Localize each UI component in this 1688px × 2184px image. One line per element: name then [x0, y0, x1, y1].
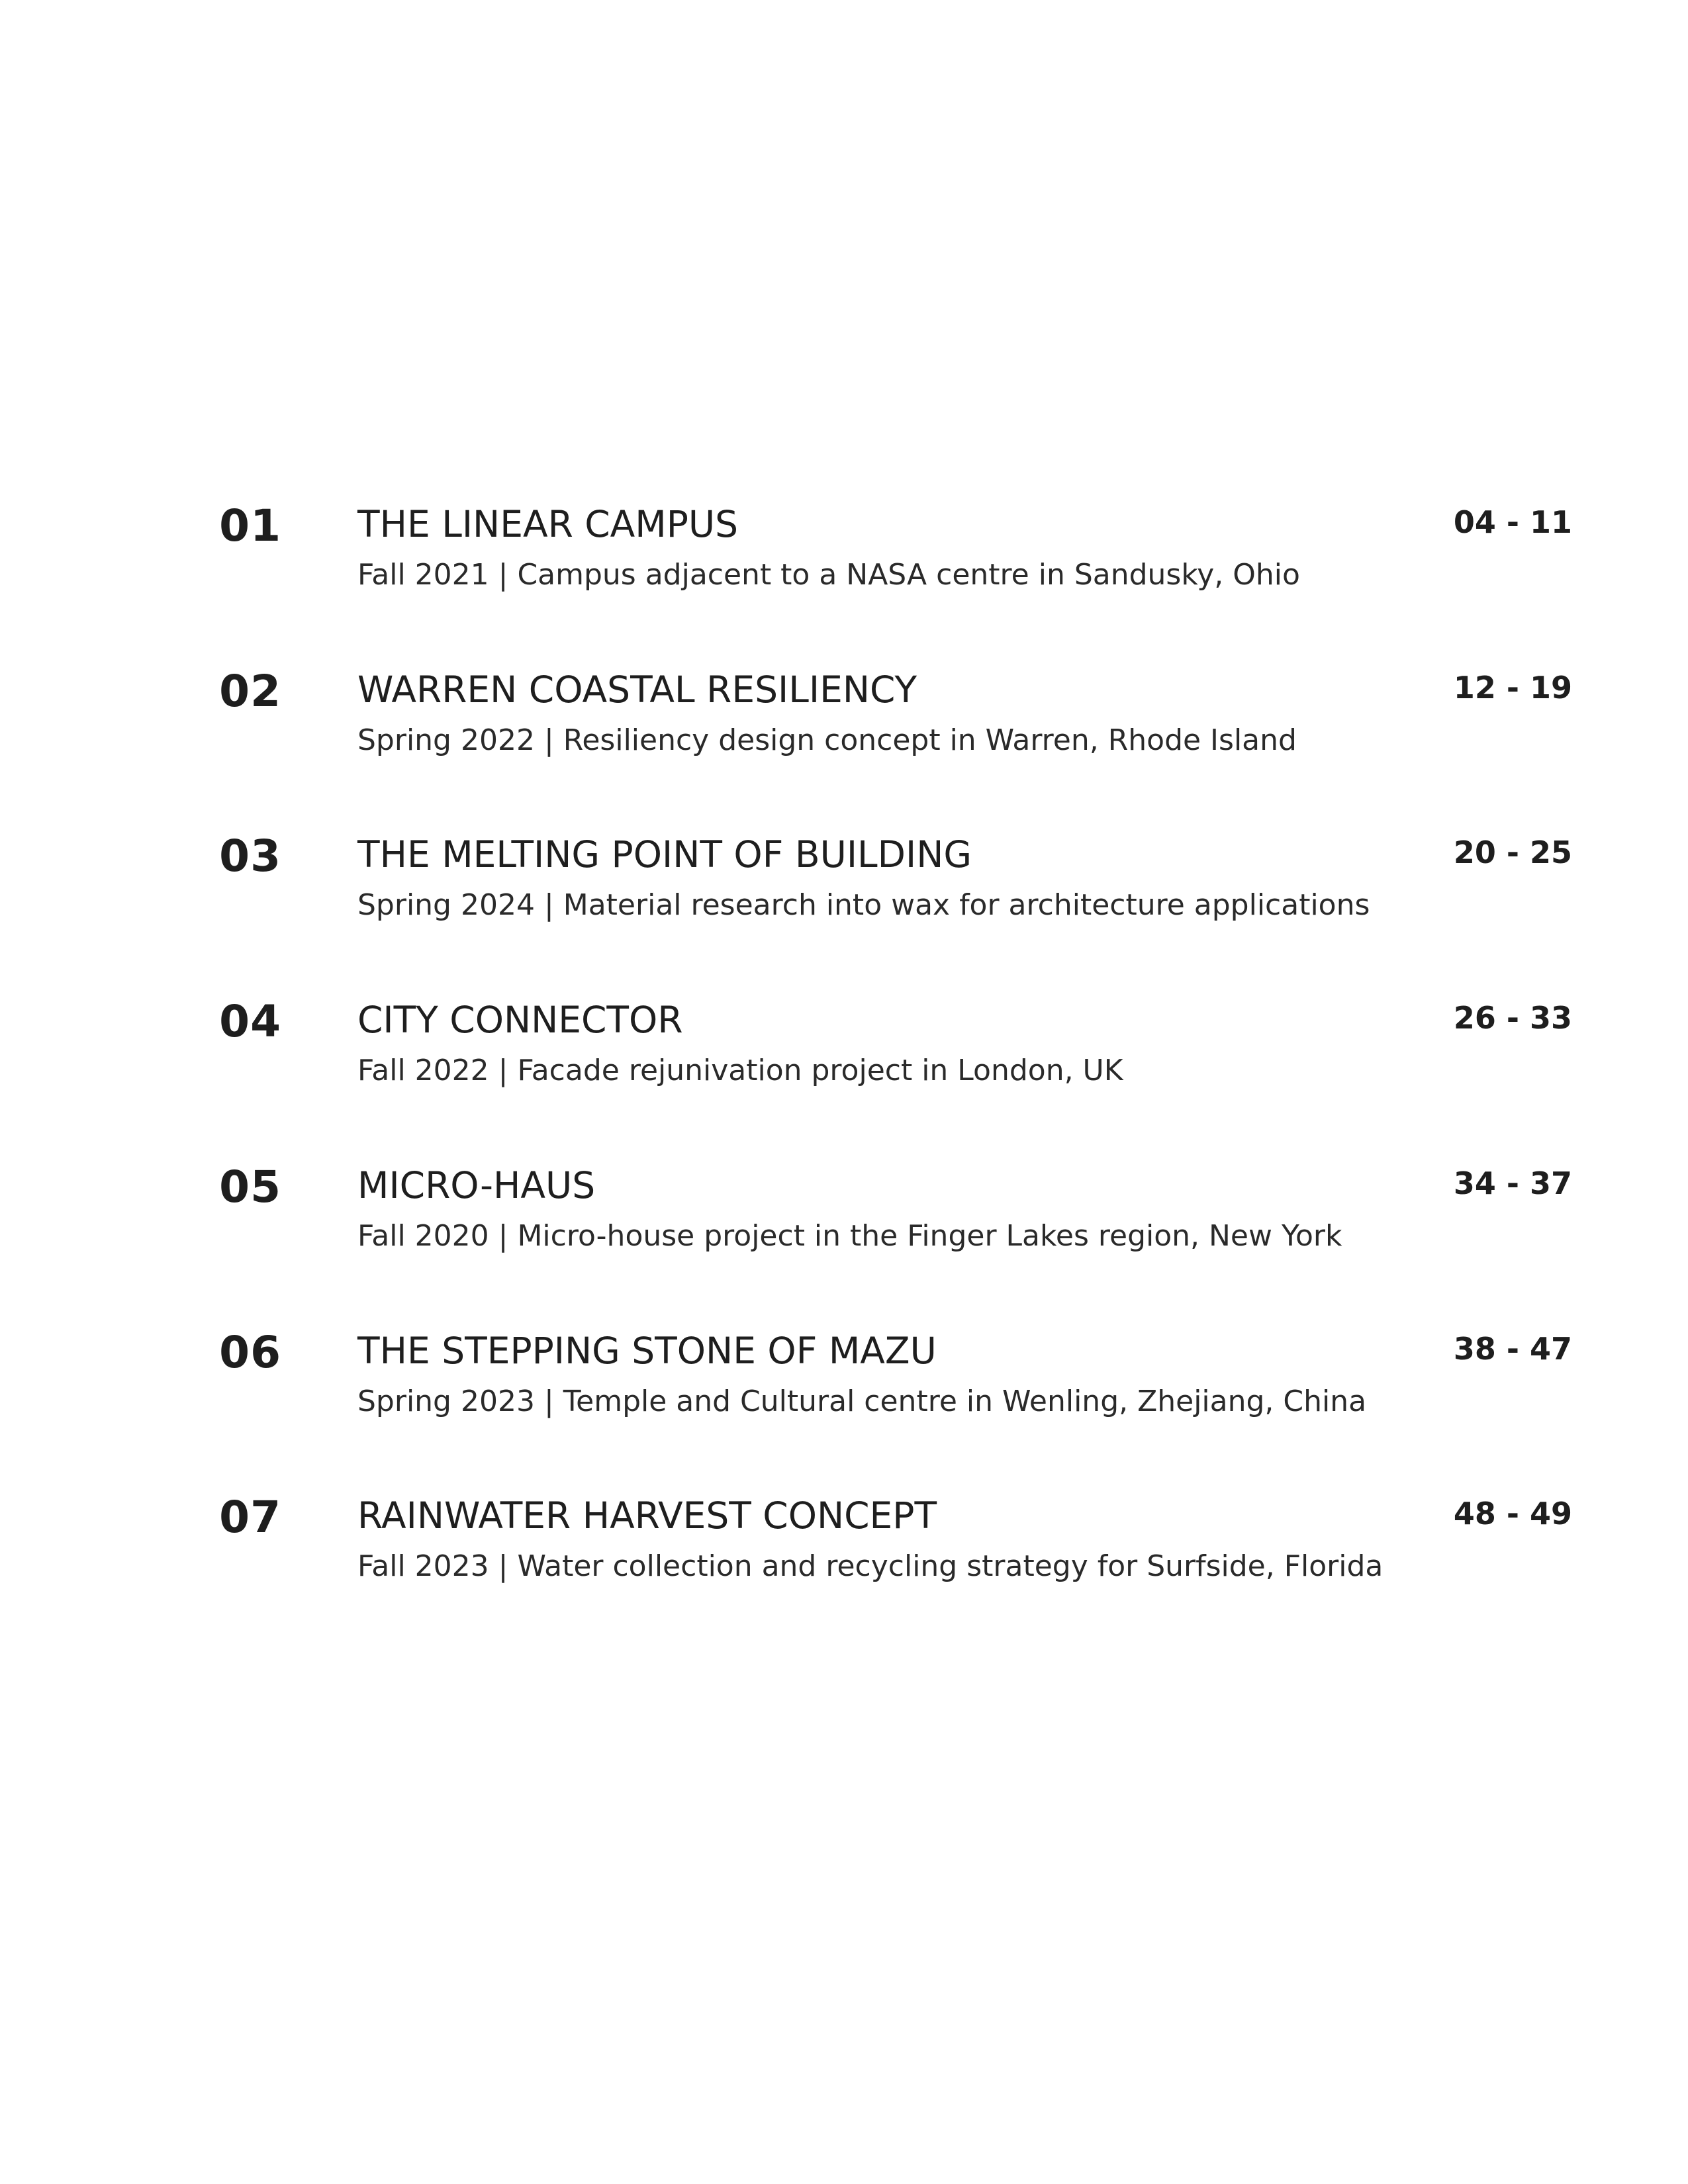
entry-number: 07: [219, 1492, 281, 1543]
toc-entry[interactable]: [0, 1326, 1688, 1459]
entry-title: MICRO-HAUS: [357, 1164, 596, 1206]
entry-subtitle: Spring 2024 | Material research into wax for architecture applications: [357, 888, 1370, 922]
toc-entry[interactable]: [0, 830, 1688, 962]
entry-subtitle: Spring 2022 | Resiliency design concept in Warren, Rhode Island: [357, 723, 1297, 757]
entry-subtitle: Fall 2021 | Campus adjacent to a NASA centre in Sandusky, Ohio: [357, 558, 1300, 592]
entry-subtitle: Fall 2022 | Facade rejunivation project in London, UK: [357, 1054, 1123, 1087]
toc-entry[interactable]: [0, 665, 1688, 797]
entry-page-range: 04 - 11: [1453, 504, 1572, 540]
entry-page-range: 48 - 49: [1453, 1496, 1572, 1531]
entry-page-range: 20 - 25: [1453, 835, 1572, 870]
entry-subtitle: Spring 2023 | Temple and Cultural centre in Wenling, Zhejiang, China: [357, 1385, 1367, 1418]
entry-page-range: 34 - 37: [1453, 1165, 1572, 1201]
entry-subtitle: Fall 2020 | Micro-house project in the Finger Lakes region, New York: [357, 1219, 1342, 1253]
entry-title: THE LINEAR CAMPUS: [357, 503, 739, 545]
toc-entry[interactable]: [0, 995, 1688, 1128]
entry-title: THE MELTING POINT OF BUILDING: [357, 833, 972, 876]
entry-page-range: 26 - 33: [1453, 1000, 1572, 1036]
entry-number: 02: [219, 666, 281, 717]
entry-page-range: 38 - 47: [1453, 1331, 1572, 1367]
entry-number: 06: [219, 1327, 281, 1378]
entry-title: THE STEPPING STONE OF MAZU: [357, 1330, 937, 1372]
entry-page-range: 12 - 19: [1453, 670, 1572, 705]
entry-number: 05: [219, 1161, 281, 1212]
entry-number: 04: [219, 996, 281, 1047]
toc-entry[interactable]: [0, 1161, 1688, 1293]
entry-title: RAINWATER HARVEST CONCEPT: [357, 1494, 937, 1537]
entry-title: WARREN COASTAL RESILIENCY: [357, 668, 917, 711]
entry-number: 01: [219, 500, 281, 551]
entry-number: 03: [219, 831, 281, 882]
entry-subtitle: Fall 2023 | Water collection and recycling strategy for Surfside, Florida: [357, 1549, 1383, 1583]
entry-title: CITY CONNECTOR: [357, 999, 683, 1041]
toc-entry[interactable]: [0, 500, 1688, 632]
toc-entry[interactable]: [0, 1491, 1688, 1623]
